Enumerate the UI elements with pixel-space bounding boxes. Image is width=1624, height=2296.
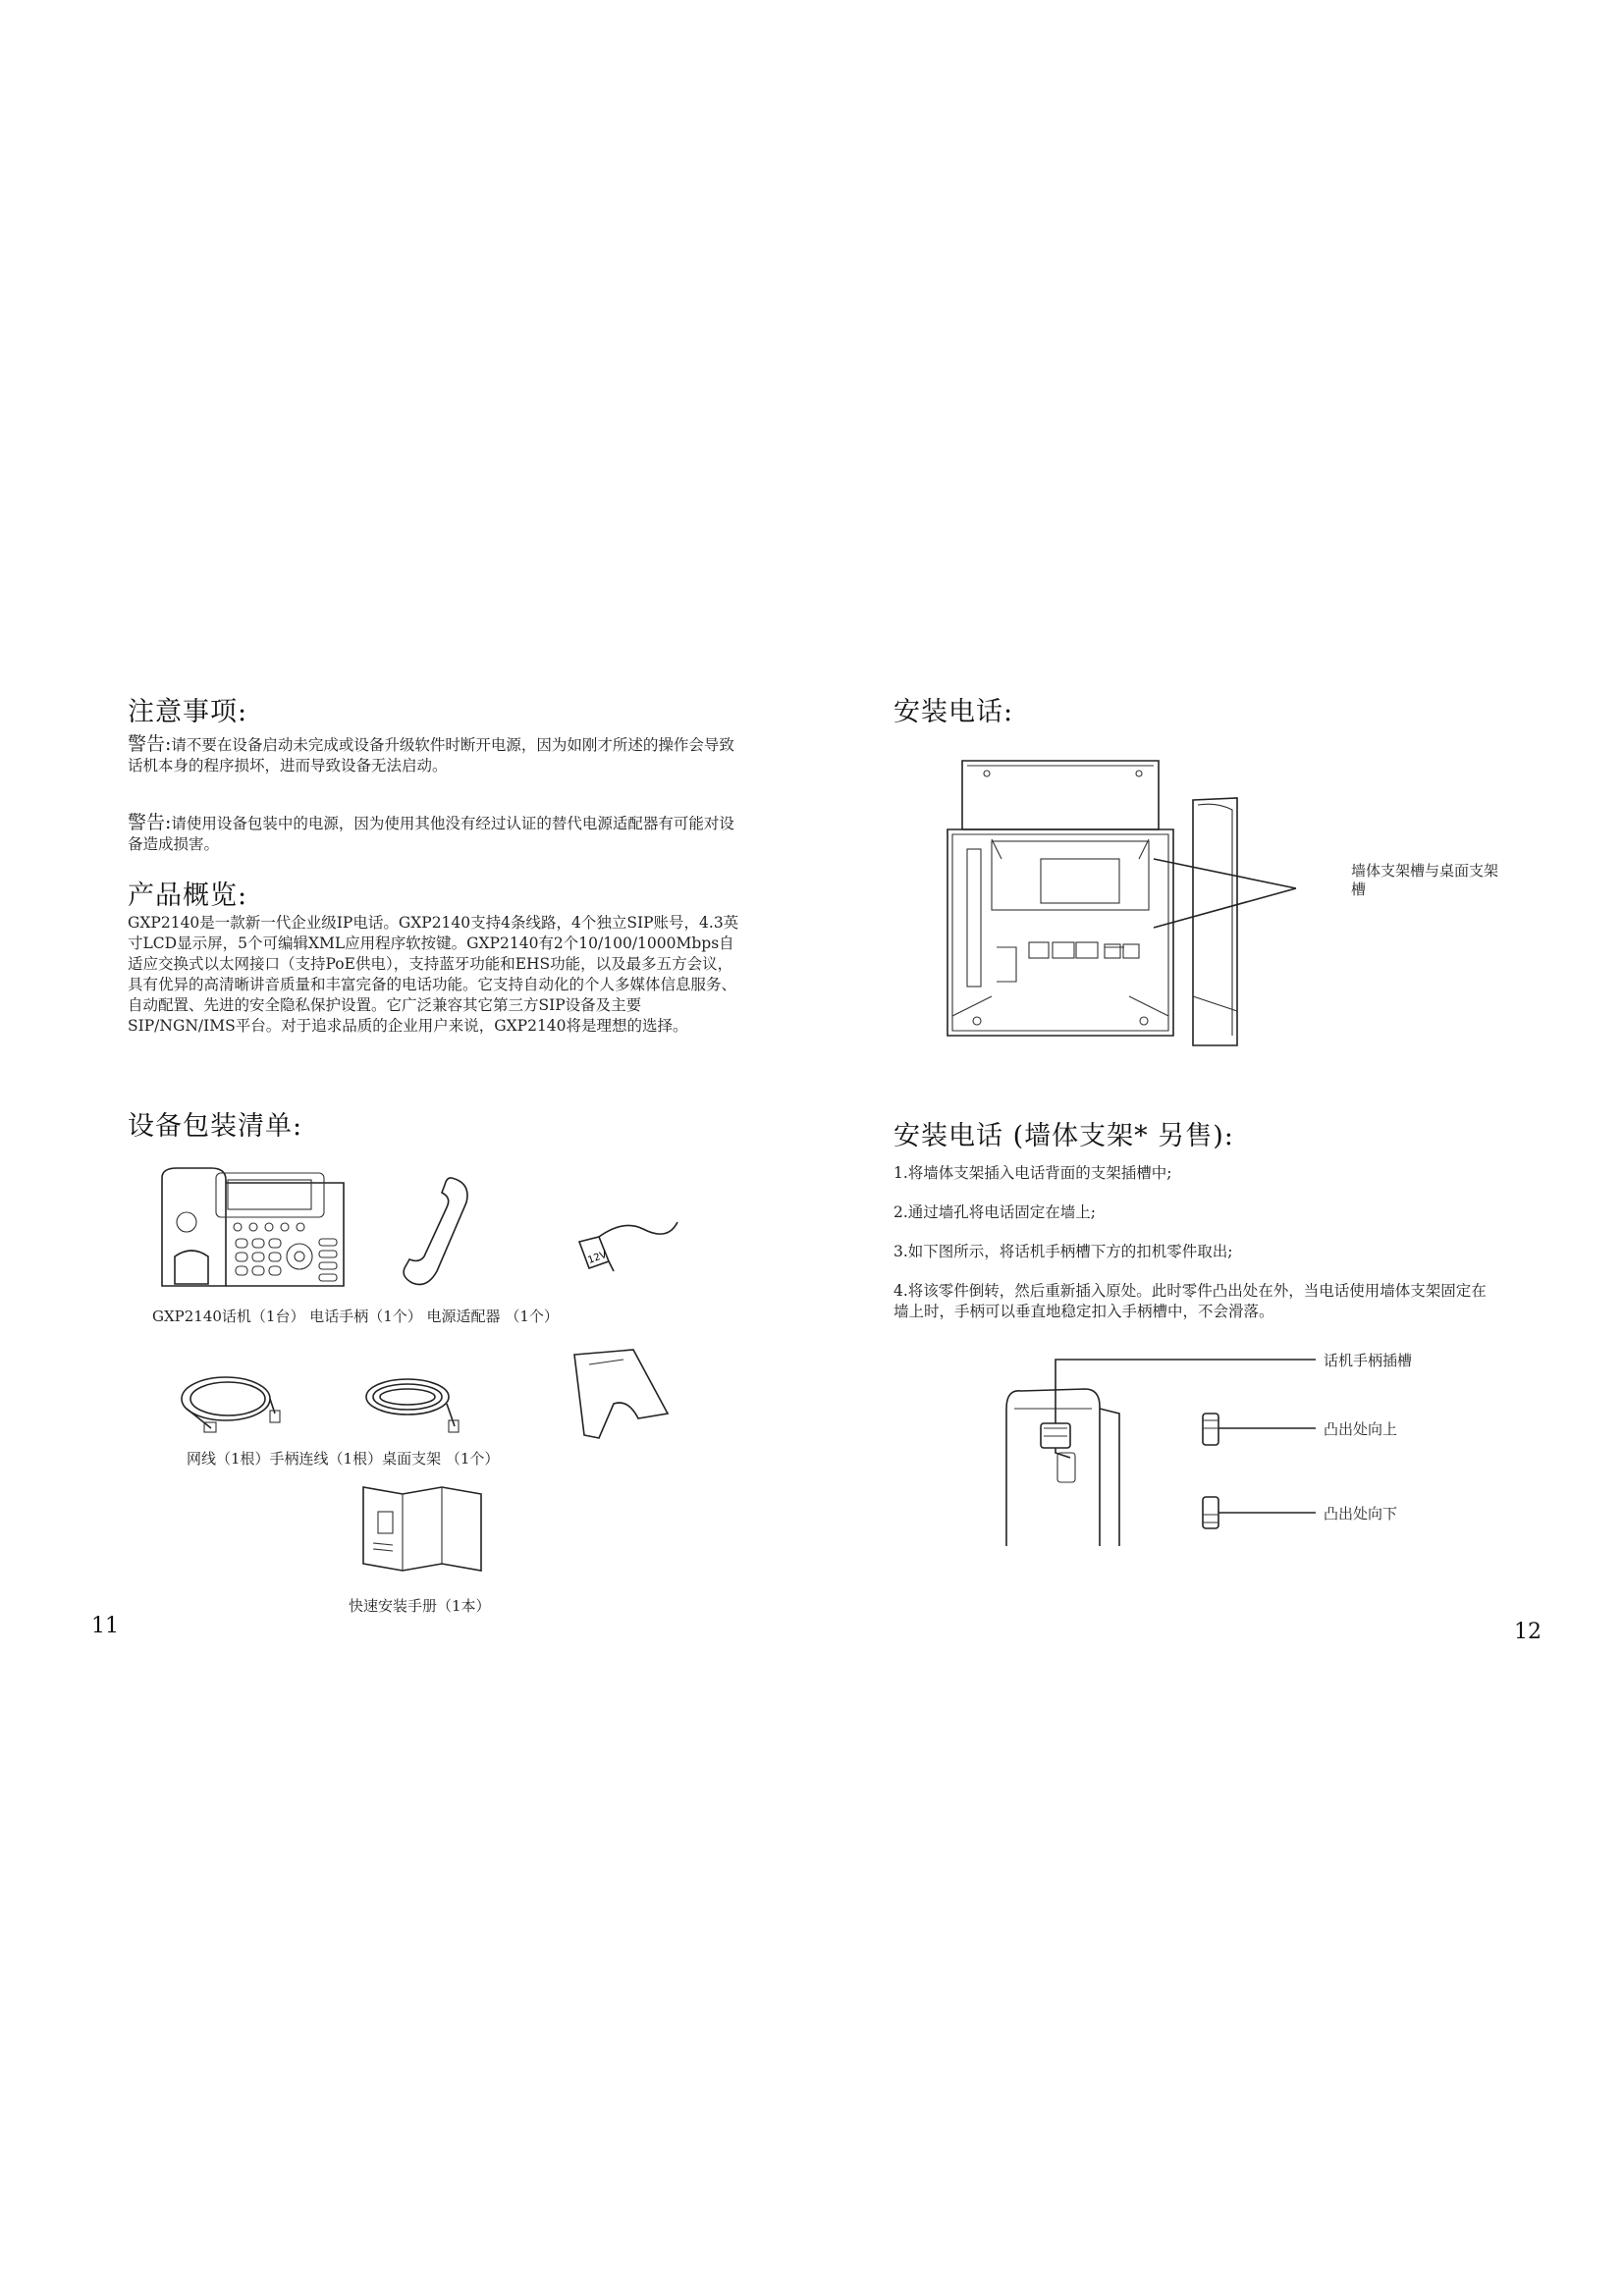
step-4: 4.将该零件倒转，然后重新插入原处。此时零件凸出处在外，当电话使用墙体支架固定在墙上时，手柄可以垂直地稳定扣入手柄槽中，不会滑落。 [893,1282,1487,1320]
phone-illustration [157,1168,353,1291]
quick-guide-illustration [358,1482,486,1575]
install-heading: 安装电话: [893,697,1014,727]
adapter-voltage-label: 12V [586,1249,609,1266]
warning-1 [128,734,741,776]
package-row1-caption: GXP2140话机（1台） 电话手柄（1个） 电源适配器 （1个） [152,1308,559,1325]
slot-callout-label: 墙体支架槽与桌面支架槽 [1351,862,1499,898]
step-3: 3.如下图所示，将话机手柄槽下方的扣机零件取出; [893,1243,1233,1260]
warning-label: 警告: [128,733,172,755]
overview-text-block [128,913,741,1037]
power-adapter-illustration [569,1207,687,1286]
coiled-cord-illustration [358,1360,466,1438]
overview-heading: 产品概览: [128,881,248,911]
package-row2-caption: 网线（1根）手柄连线（1根）桌面支架 （1个） [187,1450,500,1468]
step-1: 1.将墙体支架插入电话背面的支架插槽中; [893,1164,1172,1182]
hook-diagram [997,1350,1330,1546]
protrusion-up-label: 凸出处向上 [1324,1420,1398,1438]
wall-mount-heading: 安装电话 (墙体支架* 另售): [893,1121,1234,1151]
overview-text: GXP2140是一款新一代企业级IP电话。GXP2140支持4条线路，4个独立SIP账号，4.3英寸LCD显示屏，5个可编辑XML应用程序软按键。GXP2140有2个10/100/1000Mbps自适应交换式以太网接口（支持PoE供电），支持蓝牙功能和EHS功能，以及最多五方会议，具有优异的高清晰讲音质量和丰富完备的电话功能。它支持自动化的个人多媒体信息服务、自动配置、先进的安全隐私保护设置。它广泛兼容其它第三方SIP设备及主要SIP/NGN/IMS平台。对于追求品质的企业用户来说，GXP2140将是理想的选择。 [128,914,739,1035]
warning-2 [128,813,741,855]
warning-text: 请不要在设备启动未完成或设备升级软件时断开电源，因为如刚才所述的操作会导致话机本身的程序损坏，进而导致设备无法启动。 [128,736,734,774]
warning-label: 警告: [128,812,172,833]
handset-illustration [398,1173,476,1291]
page-number-right: 12 [1514,1620,1542,1644]
desk-stand-illustration [560,1345,677,1443]
warning-text: 请使用设备包装中的电源，因为使用其他没有经过认证的替代电源适配器有可能对设备造成损害。 [128,815,734,853]
step-2: 2.通过墙孔将电话固定在墙上; [893,1203,1097,1221]
notice-heading: 注意事项: [128,697,248,727]
package-row3-caption: 快速安装手册（1本） [349,1597,491,1615]
phone-rear-diagram [933,751,1306,1045]
package-heading: 设备包装清单: [128,1111,303,1142]
handset-slot-label: 话机手柄插槽 [1324,1352,1413,1369]
protrusion-down-label: 凸出处向下 [1324,1505,1398,1522]
network-cable-illustration [177,1360,285,1438]
page-number-left: 11 [91,1614,119,1638]
